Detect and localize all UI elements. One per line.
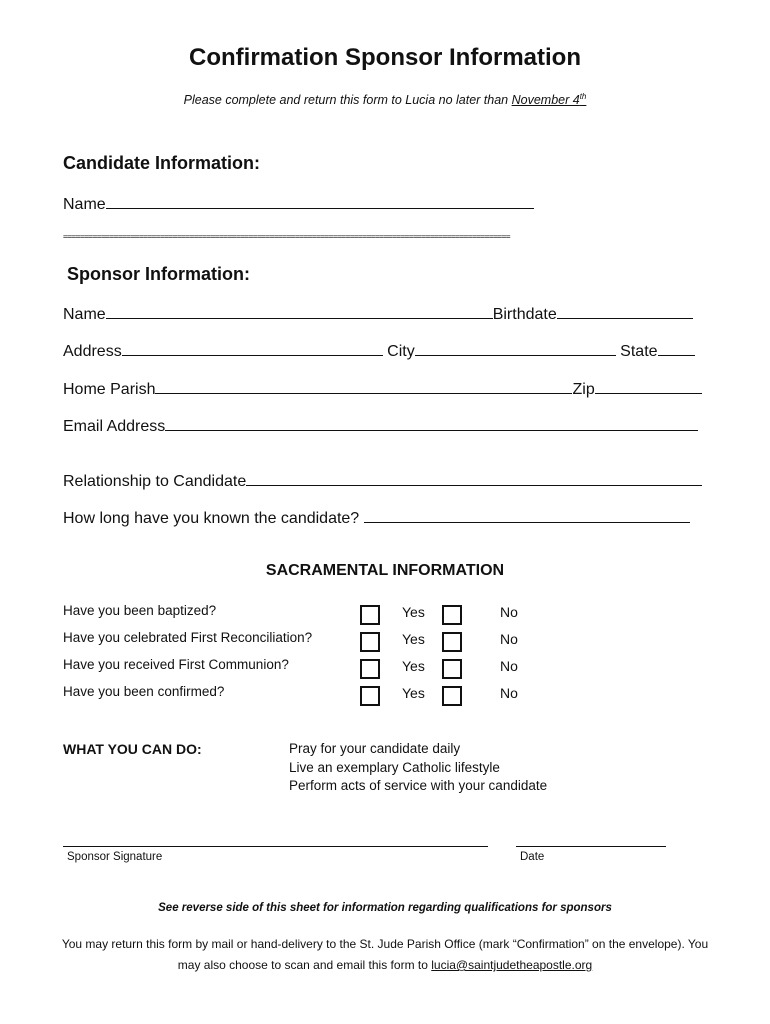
deadline-date: November 4th (511, 92, 587, 108)
subtitle (0, 92, 770, 107)
home-parish-field[interactable] (155, 379, 572, 394)
relationship-field[interactable] (246, 471, 702, 486)
sacramental-heading: SACRAMENTAL INFORMATION (265, 562, 505, 579)
page-title: Confirmation Sponsor Information (189, 44, 581, 71)
what-you-can-do-item: Live an exemplary Catholic lifestyle (289, 760, 500, 775)
checkbox-baptized-yes[interactable] (360, 605, 380, 625)
sponsor-name-row (63, 304, 693, 324)
candidate-name-field[interactable] (106, 194, 534, 209)
candidate-name-label: Name (63, 196, 106, 213)
checkbox-reconciliation-yes[interactable] (360, 632, 380, 652)
subtitle-text: Please complete and return this form to Lucia no later than (183, 93, 509, 108)
no-label: No (500, 658, 518, 674)
known-label: How long have you known the candidate? (63, 510, 360, 527)
address-field[interactable] (122, 341, 383, 356)
no-label: No (500, 631, 518, 647)
question-baptized: Have you been baptized? (63, 603, 217, 618)
state-label: State (620, 343, 658, 360)
date-line[interactable] (516, 846, 666, 847)
known-row (63, 508, 690, 528)
birthdate-field[interactable] (557, 304, 693, 319)
sponsor-signature-line[interactable] (63, 846, 488, 847)
candidate-heading: Candidate Information: (63, 153, 260, 173)
sponsor-signature-label: Sponsor Signature (67, 851, 163, 863)
yes-label: Yes (402, 604, 425, 620)
what-you-can-do-item: Pray for your candidate daily (289, 741, 461, 756)
question-communion: Have you received First Communion? (63, 657, 289, 672)
email-row (63, 416, 698, 436)
zip-label: Zip (572, 381, 595, 398)
contact-email-link[interactable]: lucia@saintjudetheapostle.org (431, 958, 593, 972)
what-you-can-do-heading: WHAT YOU CAN DO: (63, 741, 202, 757)
city-label: City (387, 343, 415, 360)
question-confirmed: Have you been confirmed? (63, 684, 225, 699)
checkbox-reconciliation-no[interactable] (442, 632, 462, 652)
address-row (63, 341, 695, 361)
yes-label: Yes (402, 631, 425, 647)
checkbox-confirmed-no[interactable] (442, 686, 462, 706)
section-separator: ========================================================================================================== (63, 232, 510, 241)
return-instructions-text: You may return this form by mail or hand-delivery to the St. Jude Parish Office (mark “Confirmation” on the envelope). You may also choose to scan and email this form to (61, 937, 709, 972)
relationship-row (63, 471, 702, 491)
checkbox-baptized-no[interactable] (442, 605, 462, 625)
reverse-side-note: See reverse side of this sheet for information regarding qualifications for sponsors (158, 902, 612, 914)
known-field[interactable] (364, 508, 690, 523)
yes-label: Yes (402, 658, 425, 674)
checkbox-communion-yes[interactable] (360, 659, 380, 679)
email-field[interactable] (165, 416, 698, 431)
date-label: Date (520, 851, 545, 863)
no-label: No (500, 685, 518, 701)
return-instructions (60, 934, 710, 976)
address-label: Address (63, 343, 122, 360)
checkbox-confirmed-yes[interactable] (360, 686, 380, 706)
birthdate-label: Birthdate (492, 306, 557, 323)
no-label: No (500, 604, 518, 620)
what-you-can-do-item: Perform acts of service with your candidate (289, 778, 548, 793)
sponsor-name-label: Name (63, 306, 106, 323)
question-reconciliation: Have you celebrated First Reconciliation? (63, 630, 313, 645)
email-label: Email Address (63, 418, 166, 435)
relationship-label: Relationship to Candidate (63, 473, 247, 490)
sponsor-heading: Sponsor Information: (67, 264, 250, 284)
state-field[interactable] (658, 341, 695, 356)
home-parish-row (63, 379, 702, 399)
city-field[interactable] (415, 341, 616, 356)
sponsor-name-field[interactable] (106, 304, 493, 319)
candidate-name-row (63, 194, 534, 214)
home-parish-label: Home Parish (63, 381, 156, 398)
zip-field[interactable] (595, 379, 702, 394)
yes-label: Yes (402, 685, 425, 701)
checkbox-communion-no[interactable] (442, 659, 462, 679)
